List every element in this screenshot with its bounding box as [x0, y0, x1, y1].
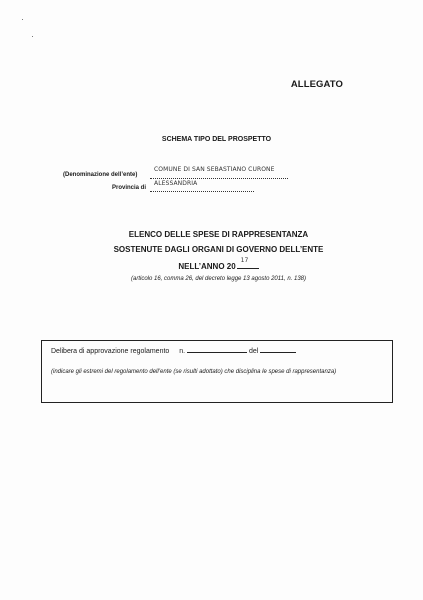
- ente-dotted-line: [150, 178, 288, 179]
- provincia-dotted-line: [150, 191, 254, 192]
- provincia-label: Provincia di: [112, 185, 147, 191]
- ente-value: COMUNE DI SAN SEBASTIANO CURONE: [154, 166, 275, 173]
- delibera-row: [51, 345, 296, 355]
- main-title-line3: [0, 257, 423, 271]
- scan-speck: [22, 19, 23, 20]
- ente-label: (Denominazione dell’ente): [63, 172, 138, 178]
- delibera-label: Delibera di approvazione regolamento: [51, 348, 170, 355]
- allegato-label: ALLEGATO: [290, 79, 343, 90]
- delibera-del-label: del: [248, 348, 259, 355]
- law-reference: (articolo 16, comma 26, del decreto legge 13 agosto 2011, n. 138): [131, 276, 306, 282]
- delibera-box: [41, 340, 393, 403]
- delibera-note: (indicare gli estremi del regolamento dell’ente (se risulti adottato) che disciplina le spese di rappresentanza): [51, 369, 337, 375]
- main-title-line2: SOSTENUTE DAGLI ORGANI DI GOVERNO DELL’ENTE: [113, 245, 324, 254]
- delibera-n-label: n.: [179, 348, 186, 355]
- scan-speck: [32, 36, 33, 37]
- provincia-value: ALESSANDRIA: [154, 180, 198, 187]
- year-value: 17: [240, 257, 249, 264]
- schema-title: SCHEMA TIPO DEL PROSPETTO: [161, 136, 272, 143]
- main-title-line1: ELENCO DELLE SPESE DI RAPPRESENTANZA: [128, 230, 309, 239]
- delibera-number-field: [187, 345, 247, 353]
- delibera-date-field: [260, 345, 296, 353]
- year-field: [237, 257, 259, 269]
- anno-prefix: NELL’ANNO 20: [178, 262, 236, 271]
